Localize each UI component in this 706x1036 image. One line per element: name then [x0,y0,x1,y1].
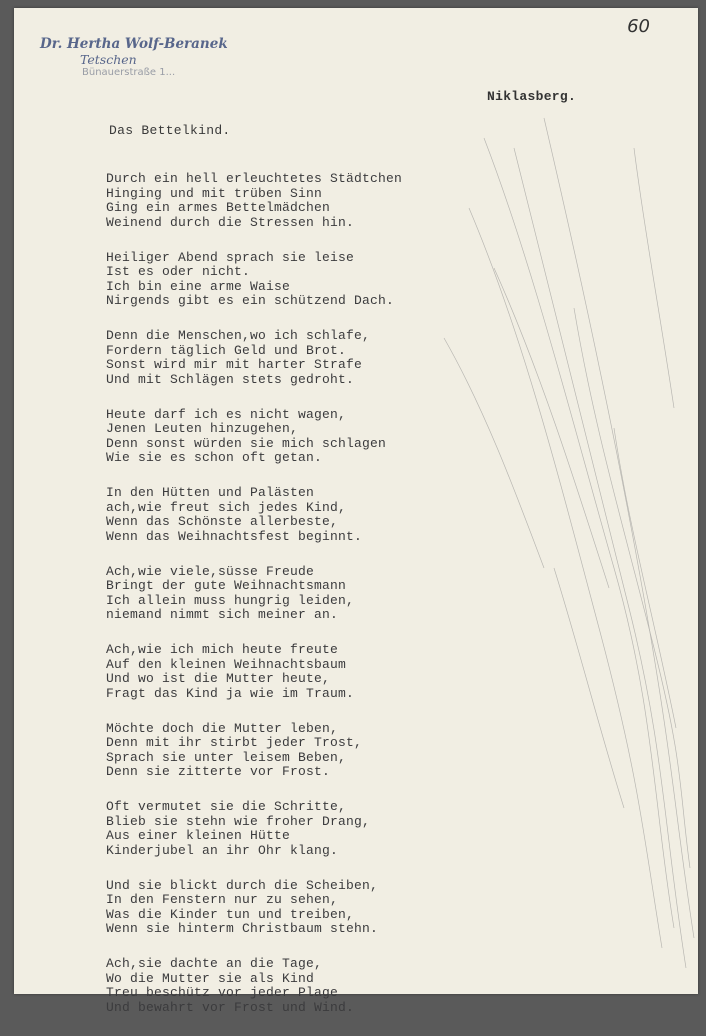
poem-line: Wenn das Schönste allerbeste, [106,514,339,529]
poem-line: Bringt der gute Weihnachtsmann [106,578,347,593]
poem-line: Heute darf ich es nicht wagen, [106,406,347,422]
poem-line: Ist es oder nicht. [106,264,251,279]
poem-line: Ich bin eine arme Waise [106,278,291,294]
poem-line: Und mit Schlägen stets gedroht. [106,371,355,387]
poem-line: Ging ein armes Bettelmädchen [106,200,331,215]
letterhead-stamp [40,36,228,79]
stanza [106,722,402,780]
place-name: Niklasberg. [487,89,577,104]
poem-line: niemand nimmt sich meiner an. [106,607,339,622]
stanza [106,408,402,466]
poem-line: Auf den kleinen Weihnachtsbaum [106,656,347,672]
letterhead-name: Dr. Hertha Wolf-Beranek [40,36,228,52]
poem-line: In den Hütten und Palästen [106,485,315,500]
poem-line: Hinging und mit trüben Sinn [106,185,323,201]
poem-line: Möchte doch die Mutter leben, [106,720,339,736]
poem-line: Wie sie es schon oft getan. [106,450,323,465]
poem-body [106,172,402,1036]
stanza [106,643,402,701]
poem-line: Heiliger Abend sprach sie leise [106,249,355,265]
poem-line: Denn mit ihr stirbt jeder Trost, [106,735,363,750]
poem-line: Denn sie zitterte vor Frost. [106,764,331,779]
letterhead-city: Tetschen [80,52,137,68]
poem-line: Aus einer kleinen Hütte [106,828,291,843]
stanza [106,329,402,387]
poem-line: Denn sonst würden sie mich schlagen [106,435,387,451]
poem-line: Oft vermutet sie die Schritte, [106,799,347,814]
poem-line: Sprach sie unter leisem Beben, [106,749,347,765]
stanza [106,486,402,544]
stanza [106,800,402,858]
poem-line: Wo die Mutter sie als Kind [106,970,315,986]
poem-line: Denn die Menschen,wo ich schlafe, [106,328,371,343]
stanza [106,957,402,1015]
poem-line: Und sie blickt durch die Scheiben, [106,877,379,893]
stanza [106,565,402,623]
poem-title: Das Bettelkind. [109,123,231,138]
poem-line: Ach,sie dachte an die Tage, [106,956,323,971]
poem-line: Wenn das Weihnachtsfest beginnt. [106,528,363,544]
poem-line: Fragt das Kind ja wie im Traum. [106,685,355,701]
stanza [106,251,402,309]
poem-line: Durch ein hell erleuchtetes Städtchen [106,171,403,186]
poem-line: Fordern täglich Geld und Brot. [106,342,347,358]
poem-line: Ach,wie viele,süsse Freude [106,563,315,579]
poem-line: Sonst wird mir mit harter Strafe [106,357,363,372]
poem-line: ach,wie freut sich jedes Kind, [106,499,347,515]
poem-line: Und wo ist die Mutter heute, [106,671,331,686]
document-page [14,8,698,1015]
stanza [106,172,402,230]
poem-line: In den Fenstern nur zu sehen, [106,892,339,907]
poem-line: Weinend durch die Stressen hin. [106,214,355,230]
poem-line: Kinderjubel an ihr Ohr klang. [106,842,339,858]
letterhead-street: Bünauerstraße 1... [82,67,176,79]
poem-line: Treu beschütz vor jeder Plage [106,985,339,1000]
poem-line: Ich allein muss hungrig leiden, [106,592,355,608]
poem-line: Was die Kinder tun und treiben, [106,906,355,922]
stanza [106,879,402,937]
poem-line: Nirgends gibt es ein schützend Dach. [106,293,395,308]
poem-line: Und bewahrt vor Frost und Wind. [106,999,355,1015]
page-number: 60 [627,16,650,37]
poem-line: Blieb sie stehn wie froher Drang, [106,813,371,829]
poem-line: Jenen Leuten hinzugehen, [106,421,299,436]
poem-line: Wenn sie hinterm Christbaum stehn. [106,921,379,936]
poem-line: Ach,wie ich mich heute freute [106,642,339,657]
